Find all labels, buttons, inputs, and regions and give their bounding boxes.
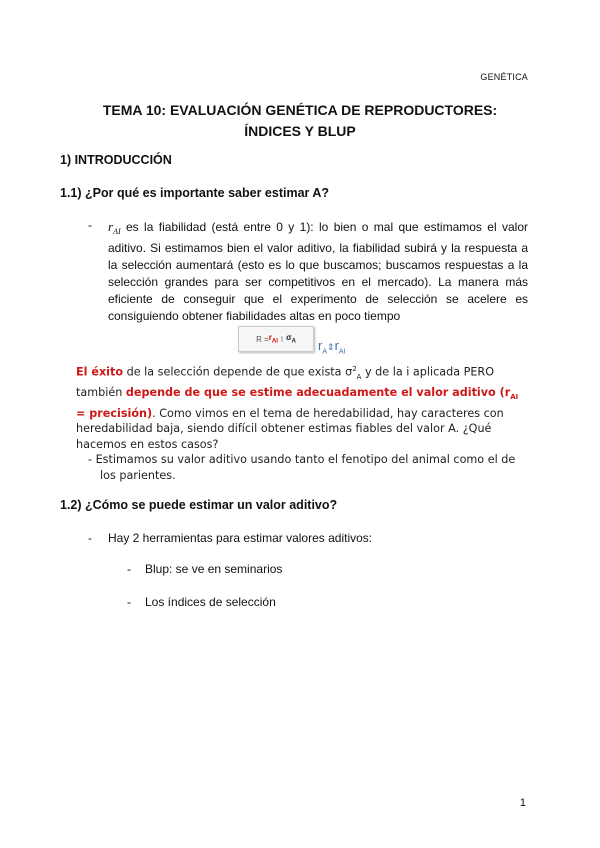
section-heading-introduccion: 1) INTRODUCCIÓN: [60, 153, 172, 167]
slide-bullet: - Estimamos su valor aditivo usando tanto el fenotipo del animal como el de los parientes.: [88, 453, 516, 482]
section-heading-1-2: 1.2) ¿Cómo se puede estimar un valor aditivo?: [60, 498, 338, 512]
running-header: GENÉTICA: [480, 72, 528, 82]
slide-paragraph: El éxito de la selección depende de que exista $\sigma^2_A$ y de la i aplicada PERO también depende de que se estime adecuadamente el valor aditivo ($r_{AI}$ = precisión). Como vimos en el tema de heredabilidad, hay caracteres con heredabilidad baja, siendo difícil obtener estimas fiables del valor A. ¿Qué hacemos en estos casos?: [76, 365, 519, 451]
r-ai-symbol: $r_{AI}$: [108, 219, 121, 236]
sub-bullet-dash: -: [127, 595, 131, 609]
embedded-slide-excerpt: [76, 362, 528, 483]
response-formula-image: R = $r_{AI}$ I $\sigma_A$: [238, 326, 314, 352]
page-title-line-1: TEMA 10: EVALUACIÓN GENÉTICA DE REPRODUCTORES:: [102, 102, 498, 118]
page-number: 1: [519, 797, 526, 809]
list-item-herramientas: Hay 2 herramientas para estimar valores aditivos:: [108, 531, 373, 545]
list-item-indices: Los índices de selección: [145, 595, 276, 609]
bullet-dash: -: [88, 531, 92, 545]
list-item-blup: Blup: se ve en seminarios: [145, 562, 283, 576]
page-title-line-2: ÍNDICES Y BLUP: [244, 123, 356, 139]
fiabilidad-text: es la fiabilidad (está entre 0 y 1): lo bien o mal que estimamos el valor aditivo. Si estimamos bien el valor aditivo, la fiabilidad subirá y la respuesta a la selección aumentará (esto es lo que buscamos; buscamos respuestas a la selección grandes para ser competitivos en el mercado). La manera más eficiente de conseguir que el experimento de selección se acelere es consiguiendo obtener fiabilidades altas en poco tiempo: [108, 220, 528, 323]
r-relation-image: $r_A⇕r_{AI}$: [318, 338, 346, 356]
fiabilidad-paragraph: [108, 218, 528, 325]
bullet-dash: -: [88, 218, 92, 232]
sub-bullet-dash: -: [127, 562, 131, 576]
page-title: [60, 100, 540, 142]
section-heading-1-1: 1.1) ¿Por qué es importante saber estimar A?: [60, 186, 330, 200]
